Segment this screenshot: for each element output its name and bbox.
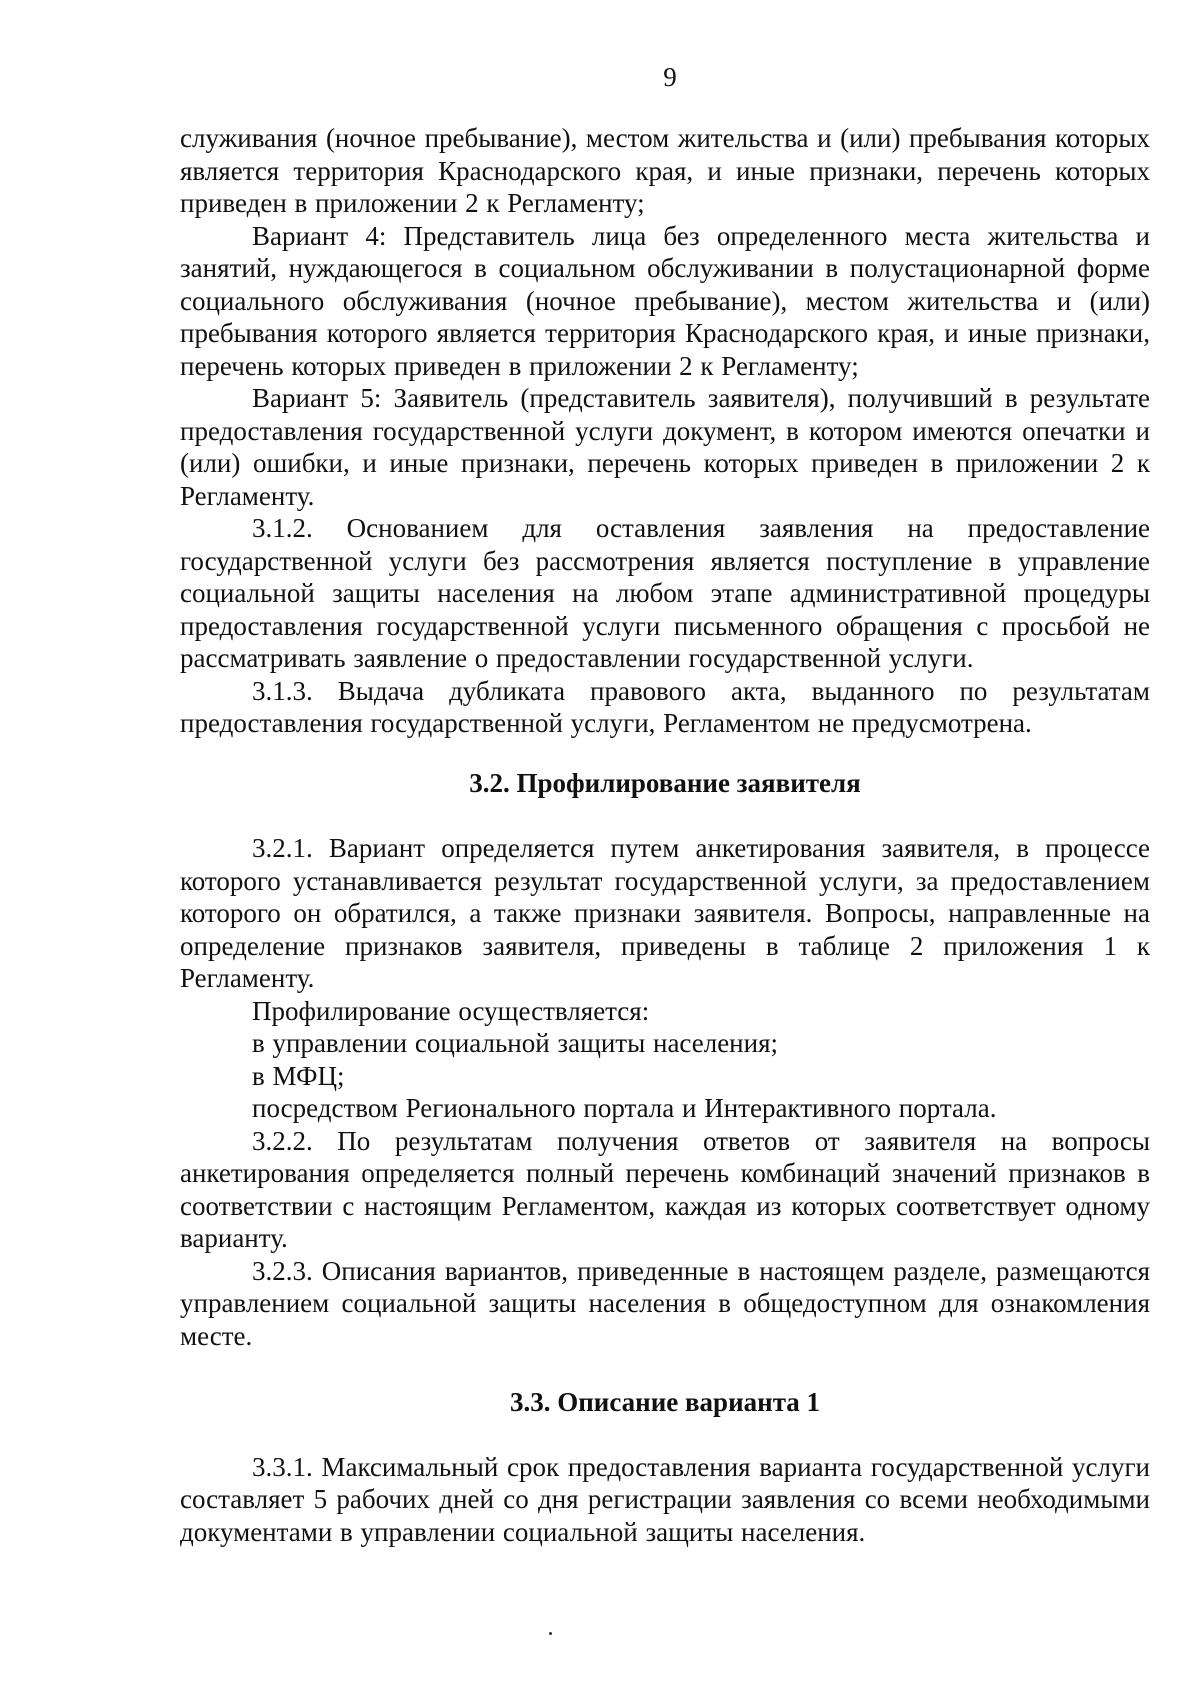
- list-item-mfc: в МФЦ;: [252, 1060, 345, 1091]
- paragraph-3-1-2: 3.1.2. Основанием для оставления заявления на предоставление государственной услуги без рассмотрения является поступление в управление социальной защиты населения на любом этапе административной процедуры предоставления государственной услуги письменного обращения с просьбой не рассматривать заявление о предоставлении государственной услуги.: [180, 513, 1150, 673]
- paragraph-profiling-intro: Профилирование осуществляется:: [252, 995, 650, 1026]
- document-body: [180, 122, 1150, 1548]
- paragraph-3-3-1: 3.3.1. Максимальный срок предоставления варианта государственной услуги составляет 5 рабочих дней со дня регистрации заявления со всеми необходимыми документами в управлении социальной защиты населения.: [180, 1451, 1150, 1547]
- paragraph-continuation: служивания (ночное пребывание), местом жительства и (или) пребывания которых является территория Краснодарского края, и иные признаки, перечень которых приведен в приложении 2 к Регламенту;: [180, 123, 1150, 218]
- paragraph-variant-4: Вариант 4: Представитель лица без определенного места жительства и занятий, нуждающегося в социальном обслуживании в полустационарной форме социального обслуживания (ночное пребывание), местом жительства и (или) пребывания которого является территория Краснодарского края, и иные признаки, перечень которых приведен в приложении 2 к Регламенту;: [180, 220, 1150, 381]
- section-heading-3-2: 3.2. Профилирование заявителя: [469, 767, 861, 798]
- scan-speck: [549, 1632, 552, 1635]
- paragraph-variant-5: Вариант 5: Заявитель (представитель заявителя), получивший в результате предоставления государственной услуги документ, в котором имеются опечатки и (или) ошибки, и иные признаки, перечень которых приведен в приложении 2 к Регламенту.: [180, 383, 1150, 511]
- list-item-portals: посредством Регионального портала и Интерактивного портала.: [252, 1093, 997, 1123]
- list-item-social-protection: в управлении социальной защиты населения;: [252, 1028, 779, 1058]
- paragraph-3-2-2: 3.2.2. По результатам получения ответов от заявителя на вопросы анкетирования определяется полный перечень комбинаций значений признаков в соответствии с настоящим Регламентом, каждая из которых соответствует одному варианту.: [180, 1125, 1150, 1253]
- paragraph-3-1-3: 3.1.3. Выдача дубликата правового акта, выданного по результатам предоставления государственной услуги, Регламентом не предусмотрена.: [180, 675, 1150, 738]
- paragraph-3-2-1: 3.2.1. Вариант определяется путем анкетирования заявителя, в процессе которого устанавливается результат государственной услуги, за предоставлением которого он обратился, а также признаки заявителя. Вопросы, направленные на определение признаков заявителя, приведены в таблице 2 приложения 1 к Регламенту.: [180, 833, 1150, 993]
- section-heading-3-3: 3.3. Описание варианта 1: [509, 1387, 821, 1417]
- page-number: 9: [663, 62, 677, 92]
- paragraph-3-2-3: 3.2.3. Описания вариантов, приведенные в настоящем разделе, размещаются управлением социальной защиты населения в общедоступном для ознакомления месте.: [180, 1255, 1150, 1351]
